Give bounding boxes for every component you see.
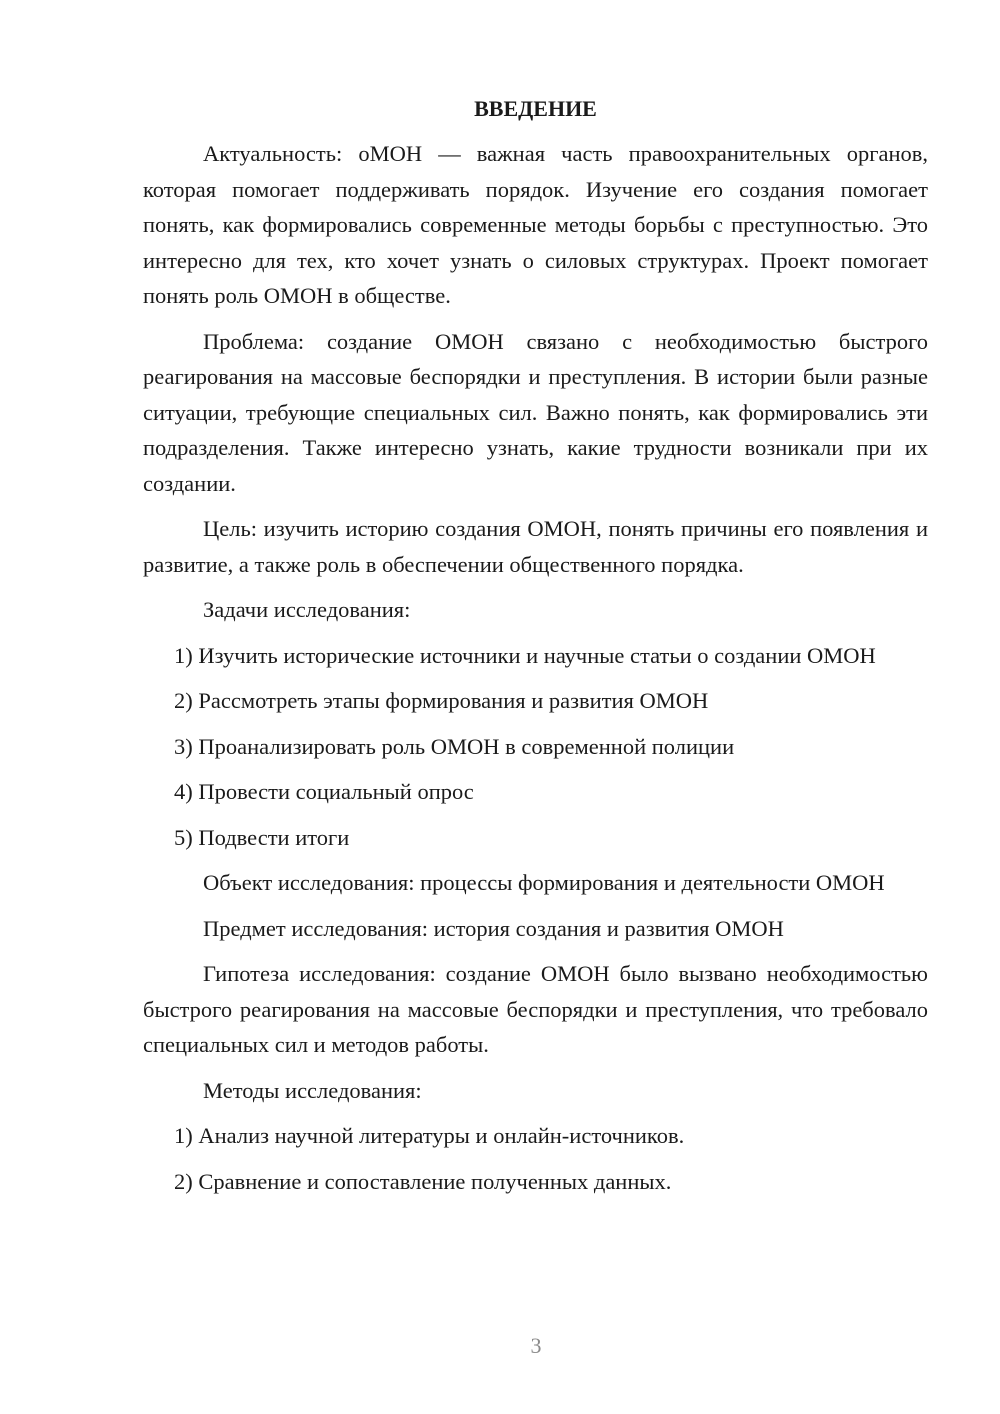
- task-item: 4) Провести социальный опрос: [174, 779, 474, 804]
- hypothesis-paragraph: Гипотеза исследования: создание ОМОН было вызвано необходимостью быстрого реагирования на массовые беспорядки и преступления, что требовало специальных сил и методов работы.: [143, 961, 928, 1057]
- tasks-heading: Задачи исследования:: [203, 597, 411, 622]
- problem-paragraph: Проблема: создание ОМОН связано с необходимостью быстрого реагирования на массовые беспорядки и преступления. В истории были разные ситуации, требующие специальных сил. Важно понять, как формировались эти подразделения. Также интересно узнать, какие трудности возникали при их создании.: [143, 328, 928, 496]
- document-page: [143, 92, 928, 1209]
- methods-heading: Методы исследования:: [203, 1077, 422, 1103]
- page-number: 3: [530, 1333, 542, 1358]
- relevance-paragraph: Актуальность: оМОН — важная часть правоохранительных органов, которая помогает поддерживать порядок. Изучение его создания помогает понять, как формировались современные методы борьбы с преступностью. Это интересно для тех, кто хочет узнать о силовых структурах. Проект помогает понять роль ОМОН в обществе.: [143, 141, 928, 308]
- task-item: 5) Подвести итоги: [174, 824, 350, 850]
- section-title: ВВЕДЕНИЕ: [474, 96, 597, 121]
- task-item: 3) Проанализировать роль ОМОН в современной полиции: [174, 733, 735, 759]
- object-paragraph: Объект исследования: процессы формирования и деятельности ОМОН: [203, 870, 885, 895]
- task-item: 1) Изучить исторические источники и научные статьи о создании ОМОН: [174, 642, 876, 668]
- method-item: 1) Анализ научной литературы и онлайн-источников.: [174, 1123, 685, 1148]
- goal-paragraph: Цель: изучить историю создания ОМОН, понять причины его появления и развитие, а также роль в обеспечении общественного порядка.: [143, 516, 928, 577]
- subject-paragraph: Предмет исследования: история создания и развития ОМОН: [203, 915, 784, 941]
- method-item: 2) Сравнение и сопоставление полученных данных.: [174, 1168, 672, 1194]
- task-item: 2) Рассмотреть этапы формирования и развития ОМОН: [174, 688, 709, 713]
